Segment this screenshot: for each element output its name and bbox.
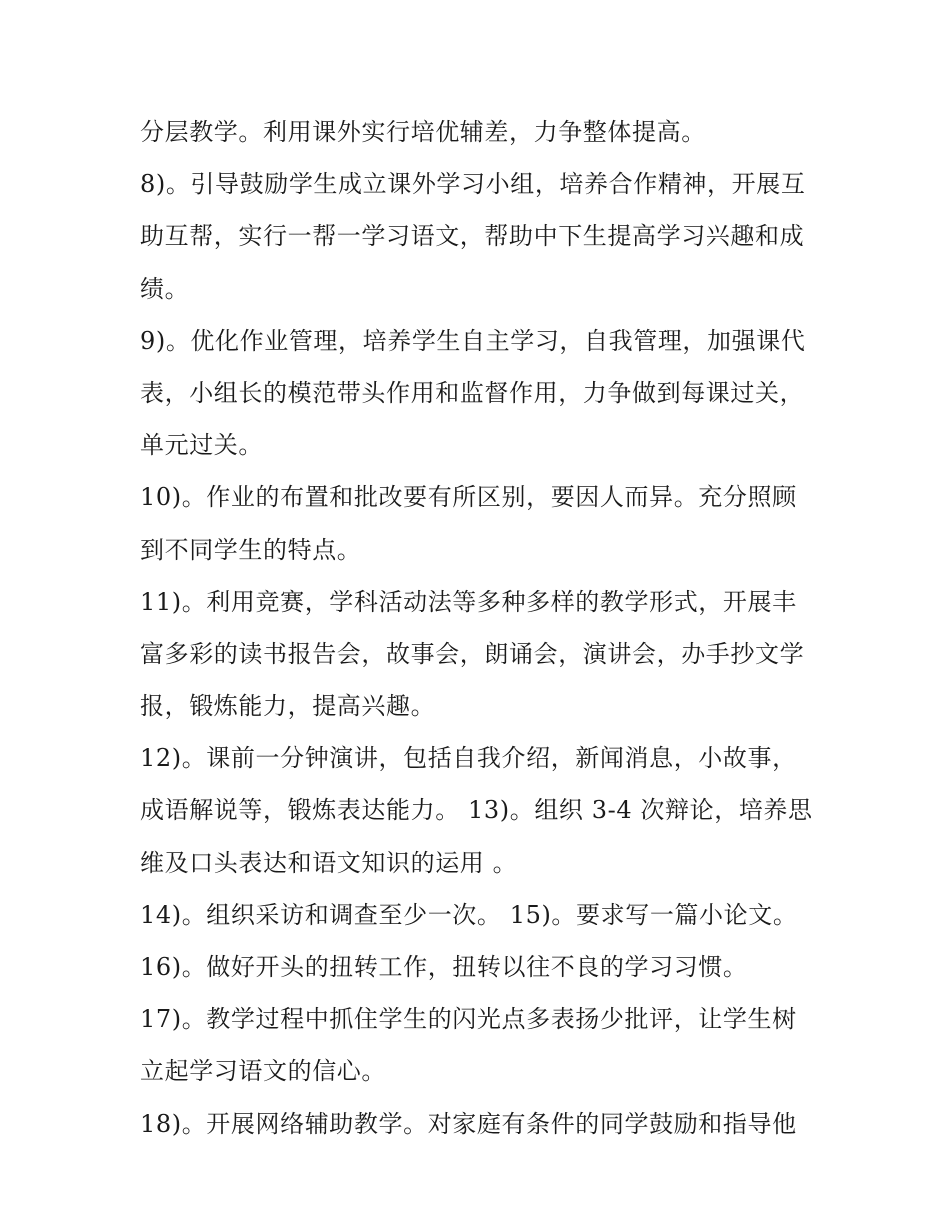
text-line: 单元过关。 xyxy=(140,431,263,460)
text-line: 成语解说等，锻炼表达能力。 13)。组织 3-4 次辩论，培养思 xyxy=(140,796,813,825)
text-line: 12)。课前一分钟演讲，包括自我介绍，新闻消息，小故事， xyxy=(140,744,797,773)
document-body xyxy=(140,106,820,1150)
text-line: 立起学习语文的信心。 xyxy=(140,1057,386,1086)
text-line: 助互帮，实行一帮一学习语文，帮助中下生提高学习兴趣和成 xyxy=(140,222,805,251)
text-line: 14)。组织采访和调查至少一次。 15)。要求写一篇小论文。 xyxy=(140,900,798,929)
text-line: 10)。作业的布置和批改要有所区别，要因人而异。充分照顾 xyxy=(140,483,797,512)
text-line: 到不同学生的特点。 xyxy=(140,535,362,564)
text-line: 18)。开展网络辅助教学。对家庭有条件的同学鼓励和指导他 xyxy=(140,1109,797,1138)
text-line: 9)。优化作业管理，培养学生自主学习，自我管理，加强课代 xyxy=(140,326,806,355)
text-line: 表，小组长的模范带头作用和监督作用，力争做到每课过关， xyxy=(140,378,805,407)
text-line: 报，锻炼能力，提高兴趣。 xyxy=(140,692,436,721)
text-line: 17)。教学过程中抓住学生的闪光点多表扬少批评，让学生树 xyxy=(140,1005,797,1034)
text-line: 8)。引导鼓励学生成立课外学习小组，培养合作精神，开展互 xyxy=(140,170,806,199)
text-line: 绩。 xyxy=(140,274,190,303)
text-line: 16)。做好开头的扭转工作，扭转以往不良的学习习惯。 xyxy=(140,953,748,981)
text-line: 富多彩的读书报告会，故事会，朗诵会，演讲会，办手抄文学 xyxy=(140,639,805,668)
text-line: 维及口头表达和语文知识的运用 。 xyxy=(140,848,518,877)
text-line: 11)。利用竞赛，学科活动法等多种多样的教学形式，开展丰 xyxy=(140,587,797,616)
text-line: 分层教学。利用课外实行培优辅差，力争整体提高。 xyxy=(140,118,706,146)
